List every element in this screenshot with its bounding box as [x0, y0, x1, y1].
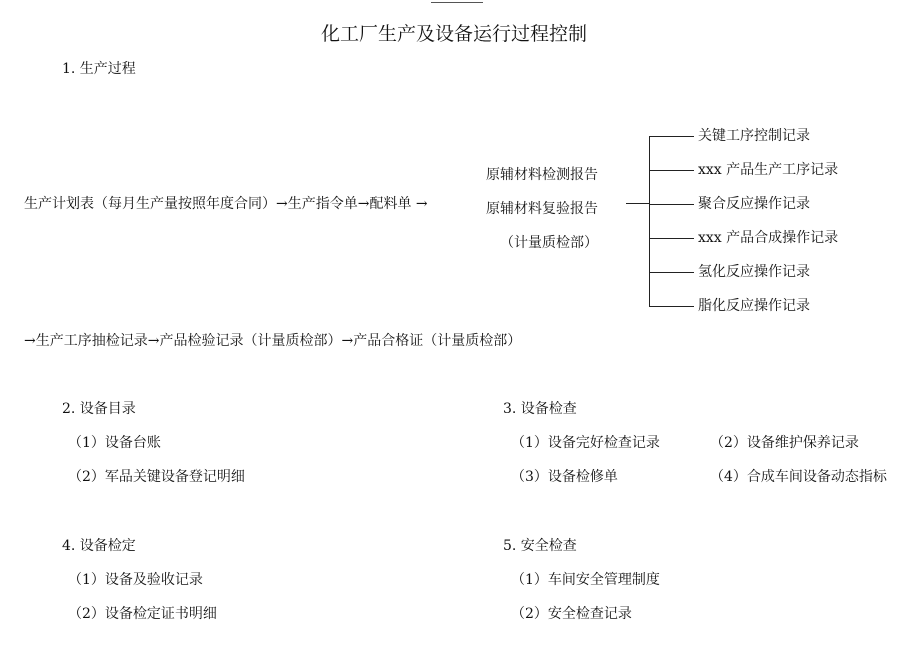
section3-item-1: （1）设备完好检查记录	[511, 435, 660, 451]
branch-item-5: 氢化反应操作记录	[698, 264, 810, 280]
section4-heading: 4. 设备检定	[62, 538, 136, 554]
middle-item-2: 原辅材料复验报告	[486, 201, 598, 217]
section2-heading: 2. 设备目录	[62, 401, 136, 417]
section3-item-3: （3）设备检修单	[511, 469, 618, 485]
page-title: 化工厂生产及设备运行过程控制	[321, 23, 588, 45]
production-chain-start: 生产计划表（每月生产量按照年度合同）→生产指令单→配料单 →	[24, 196, 428, 212]
production-chain-end: →生产工序抽检记录→产品检验记录（计量质检部）→产品合格证（计量质检部）	[24, 333, 522, 349]
connector-branch-2	[649, 170, 694, 171]
branch-item-4: xxx 产品合成操作记录	[698, 230, 839, 246]
section1-heading: 1. 生产过程	[62, 61, 136, 77]
connector-stem	[626, 203, 649, 204]
middle-item-3: （计量质检部）	[500, 235, 598, 251]
middle-item-1: 原辅材料检测报告	[486, 167, 598, 183]
branch-item-3: 聚合反应操作记录	[698, 196, 810, 212]
connector-branch-3	[649, 204, 694, 205]
header-rule	[431, 2, 483, 3]
connector-branch-4	[649, 238, 694, 239]
branch-item-6: 脂化反应操作记录	[698, 298, 810, 314]
section5-item-1: （1）车间安全管理制度	[511, 572, 660, 588]
section2-item-1: （1）设备台账	[68, 435, 161, 451]
section3-item-2: （2）设备维护保养记录	[710, 435, 859, 451]
section4-item-2: （2）设备检定证书明细	[68, 606, 217, 622]
connector-branch-6	[649, 306, 694, 307]
section4-item-1: （1）设备及验收记录	[68, 572, 203, 588]
branch-item-2: xxx 产品生产工序记录	[698, 162, 839, 178]
section5-heading: 5. 安全检查	[503, 538, 577, 554]
connector-branch-1	[649, 136, 694, 137]
section3-heading: 3. 设备检查	[503, 401, 577, 417]
section5-item-2: （2）安全检查记录	[511, 606, 632, 622]
section2-item-2: （2）军品关键设备登记明细	[68, 469, 245, 485]
section3-item-4: （4）合成车间设备动态指标	[710, 469, 887, 485]
connector-branch-5	[649, 272, 694, 273]
branch-item-1: 关键工序控制记录	[698, 128, 810, 144]
connector-spine	[649, 136, 650, 306]
